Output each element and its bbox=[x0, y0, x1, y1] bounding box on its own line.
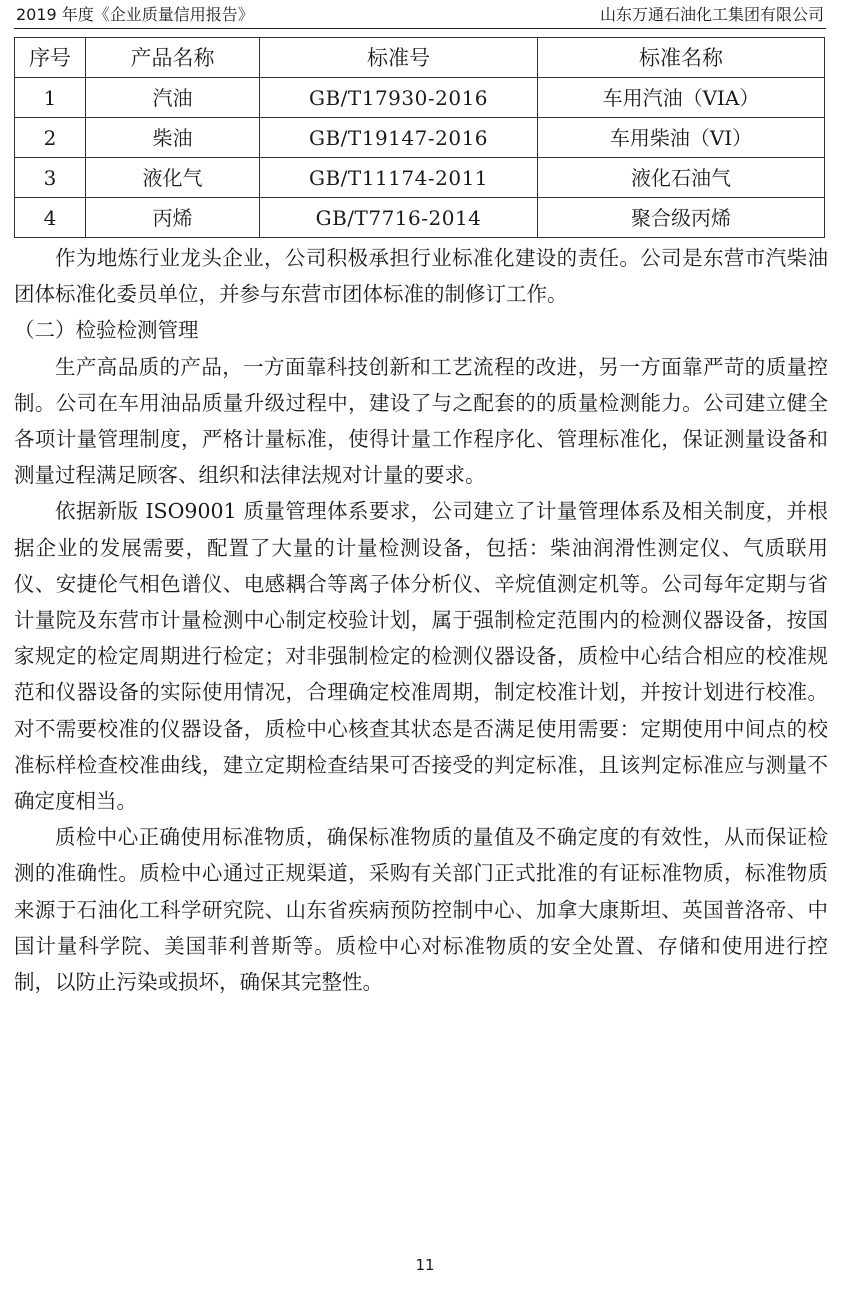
cell-product: 柴油 bbox=[86, 118, 260, 158]
col-header-standard-no: 标准号 bbox=[260, 38, 538, 78]
col-header-product: 产品名称 bbox=[86, 38, 260, 78]
section-heading-inspection: （二）检验检测管理 bbox=[14, 318, 199, 343]
cell-product: 汽油 bbox=[86, 78, 260, 118]
paragraph-reference-materials: 质检中心正确使用标准物质，确保标准物质的量值及不确定度的有效性，从而保证检测的准确性。质检中心通过正规渠道，采购有关部门正式批准的有证标准物质，标准物质来源于石油化工科学研究院、山东省疾病预防控制中心、加拿大康斯坦、英国普洛帝、中国计量科学院、美国菲利普斯等。质检中心对标准物质的安全处置、存储和使用进行控制，以防止污染或损坏，确保其完整性。 bbox=[14, 825, 828, 995]
product-standards-table bbox=[14, 37, 825, 238]
header-divider bbox=[14, 28, 826, 29]
table-header-row bbox=[15, 38, 825, 78]
company-name-header: 山东万通石油化工集团有限公司 bbox=[599, 5, 824, 24]
paragraph-standardization: 作为地炼行业龙头企业，公司积极承担行业标准化建设的责任。公司是东营市汽柴油团体标准化委员单位，并参与东营市团体标准的制修订工作。 bbox=[14, 246, 828, 307]
table-row bbox=[15, 78, 825, 118]
paragraph-quality-control: 生产高品质的产品，一方面靠科技创新和工艺流程的改进，另一方面靠严苛的质量控制。公司在车用油品质量升级过程中，建设了与之配套的的质量检测能力。公司建立健全各项计量管理制度，严格计量标准，使得计量工作程序化、管理标准化，保证测量设备和测量过程满足顾客、组织和法律法规对计量的要求。 bbox=[14, 354, 828, 488]
paragraph-measurement-system: 依据新版 ISO9001 质量管理体系要求，公司建立了计量管理体系及相关制度，并根据企业的发展需要，配置了大量的计量检测设备，包括：柴油润滑性测定仪、气质联用仪、安捷伦气相色谱仪、电感耦合等离子体分析仪、辛烷值测定机等。公司每年定期与省计量院及东营市计量检测中心制定校验计划，属于强制检定范围内的检测仪器设备，按国家规定的检定周期进行检定；对非强制检定的检测仪器设备，质检中心结合相应的校准规范和仪器设备的实际使用情况，合理确定校准周期，制定校准计划，并按计划进行校准。对不需要校准的仪器设备，质检中心核查其状态是否满足使用需要：定期使用中间点的校准标样检查校准曲线，建立定期检查结果可否接受的判定标准，且该判定标准应与测量不确定度相当。 bbox=[14, 499, 828, 814]
cell-index: 1 bbox=[15, 78, 86, 118]
cell-product: 液化气 bbox=[86, 158, 260, 198]
cell-product: 丙烯 bbox=[86, 198, 260, 238]
cell-standard-name: 聚合级丙烯 bbox=[538, 198, 825, 238]
cell-standard-no: GB/T11174-2011 bbox=[260, 158, 538, 198]
cell-standard-no: GB/T17930-2016 bbox=[260, 78, 538, 118]
cell-standard-no: GB/T19147-2016 bbox=[260, 118, 538, 158]
cell-index: 4 bbox=[15, 198, 86, 238]
report-title-header: 2019 年度《企业质量信用报告》 bbox=[16, 5, 254, 24]
table-row bbox=[15, 198, 825, 238]
document-body bbox=[14, 240, 828, 1000]
cell-standard-name: 车用汽油（VIA） bbox=[538, 78, 825, 118]
cell-index: 3 bbox=[15, 158, 86, 198]
cell-standard-name: 液化石油气 bbox=[538, 158, 825, 198]
page-number: 11 bbox=[415, 1256, 435, 1274]
cell-standard-no: GB/T7716-2014 bbox=[260, 198, 538, 238]
table-row bbox=[15, 158, 825, 198]
col-header-index: 序号 bbox=[15, 38, 86, 78]
table-row bbox=[15, 118, 825, 158]
cell-index: 2 bbox=[15, 118, 86, 158]
col-header-standard-name: 标准名称 bbox=[538, 38, 825, 78]
cell-standard-name: 车用柴油（VI） bbox=[538, 118, 825, 158]
